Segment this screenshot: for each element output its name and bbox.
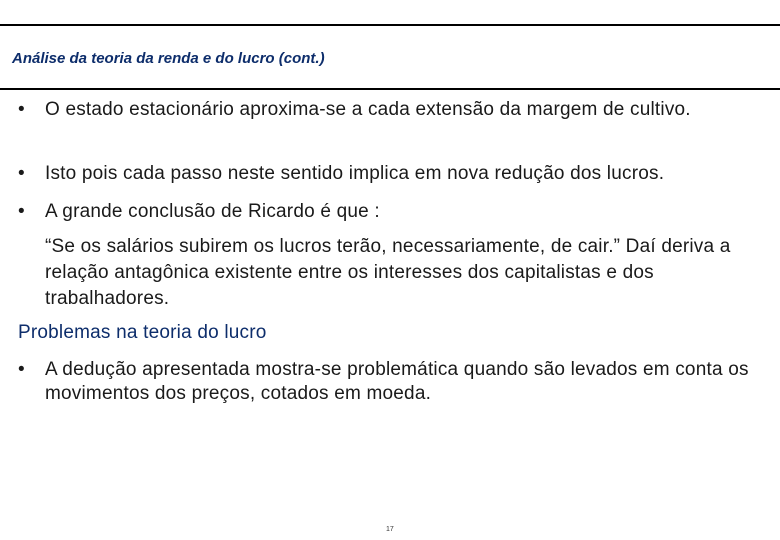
ricardo-quote: “Se os salários subirem os lucros terão, necessariamente, de cair.” Daí deriva a relação antagônica existente entre os interesses dos capitalistas e dos trabalhadores. [45, 236, 731, 309]
bullet-marker: • [18, 359, 25, 380]
page-number: 17 [386, 526, 394, 533]
bullet-item [18, 98, 758, 122]
bullet-text: Isto pois cada passo neste sentido implica em nova redução dos lucros. [45, 163, 665, 184]
bullet-item [18, 358, 758, 406]
section-heading: Problemas na teoria do lucro [18, 322, 267, 343]
bullet-marker: • [18, 201, 25, 222]
title-rule [0, 88, 780, 90]
slide-title: Análise da teoria da renda e do lucro (cont.) [12, 50, 325, 67]
bullet-text: O estado estacionário aproxima-se a cada extensão da margem de cultivo. [45, 99, 691, 120]
bullet-item [18, 200, 758, 224]
bullet-text: A dedução apresentada mostra-se problemática quando são levados em conta os movimentos dos preços, cotados em moeda. [45, 359, 749, 404]
top-rule [0, 24, 780, 26]
bullet-text: A grande conclusão de Ricardo é que : [45, 201, 380, 222]
bullet-marker: • [18, 99, 25, 120]
bullet-marker: • [18, 163, 25, 184]
bullet-item [18, 162, 758, 186]
